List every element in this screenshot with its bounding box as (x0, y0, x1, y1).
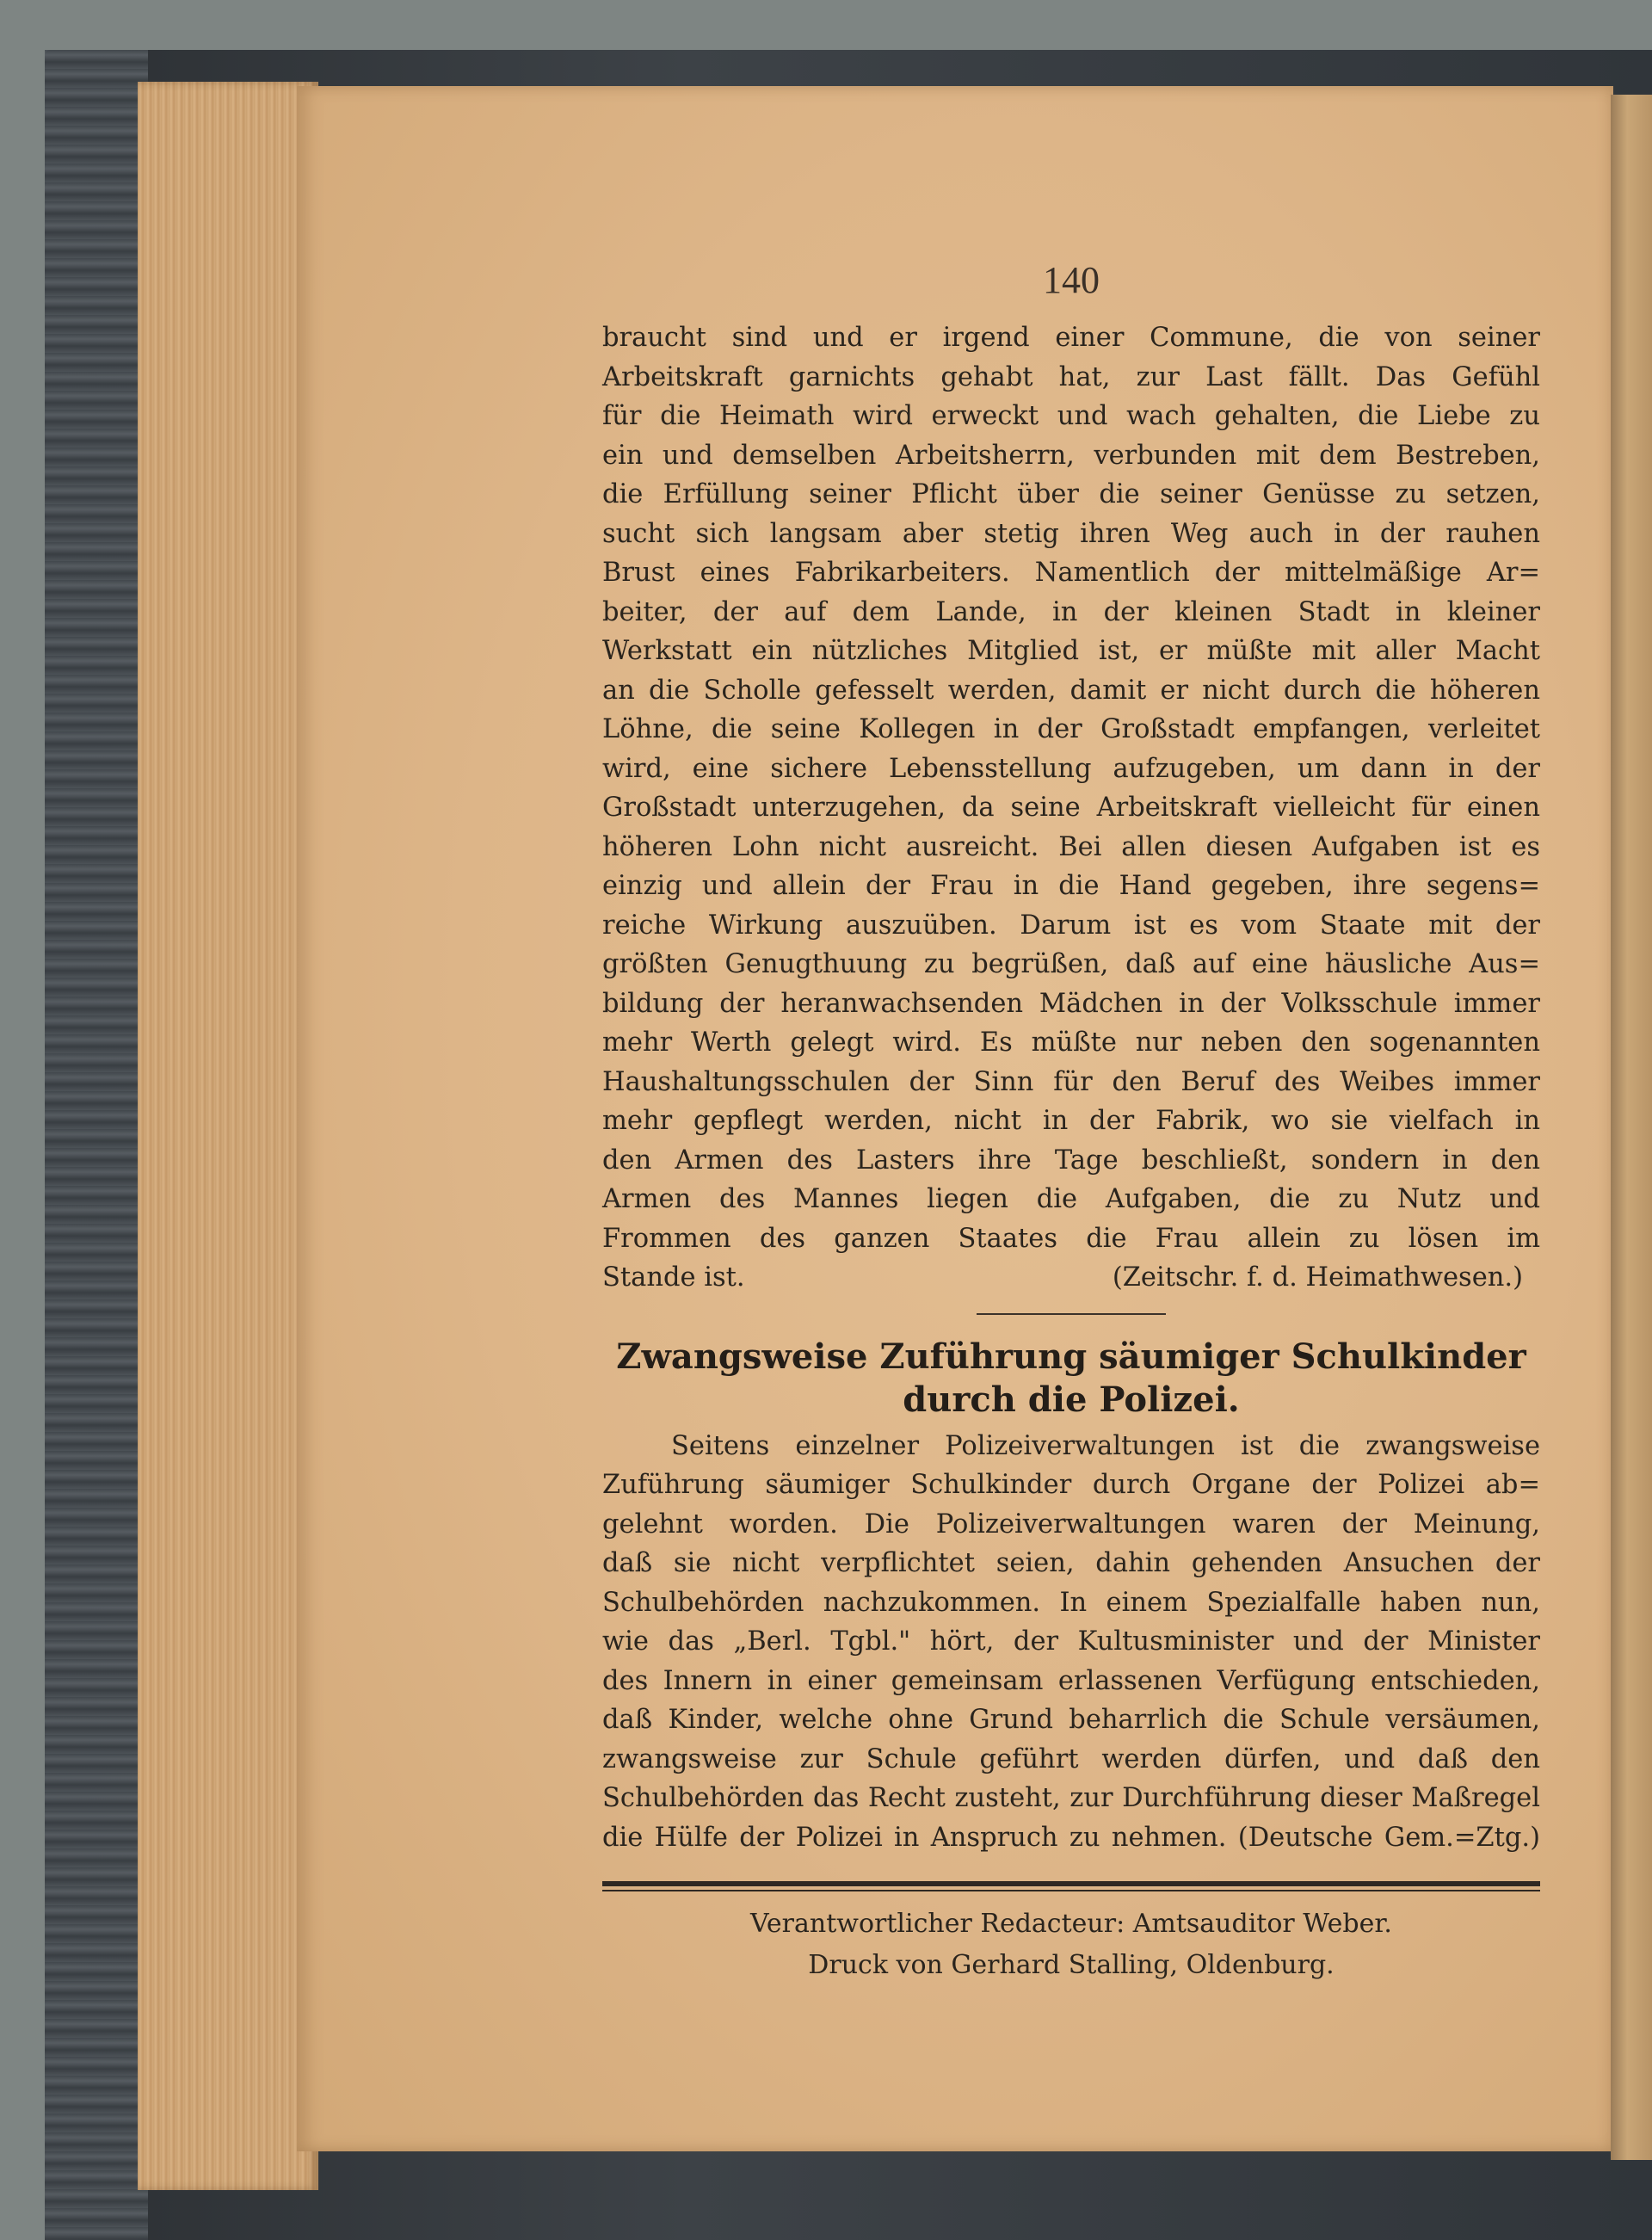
text-line: Brust eines Fabrikarbeiters. Namentlich der mittelmäßige Ar= (602, 558, 1540, 588)
text-line: die Hülfe der Polizei in Anspruch zu nehmen. (Deutsche Gem.=Ztg.) (602, 1822, 1540, 1853)
source-citation: (Zeitschr. f. d. Heimathwesen.) (1112, 1262, 1523, 1293)
text-line: den Armen des Lasters ihre Tage beschließt, sondern in den (602, 1145, 1540, 1176)
article-body (602, 1427, 1540, 1858)
text-line: höheren Lohn nicht ausreicht. Bei allen diesen Aufgaben ist es (602, 831, 1540, 862)
text-line: Löhne, die seine Kollegen in der Großstadt empfangen, verleitet (602, 714, 1540, 744)
text-line: daß Kinder, welche ohne Grund beharrlich die Schule versäumen, (602, 1705, 1540, 1735)
text-line: Haushaltungsschulen der Sinn für den Beruf des Weibes immer (602, 1066, 1540, 1097)
text-line: an die Scholle gefesselt werden, damit er nicht durch die höheren (602, 675, 1540, 706)
page-content (602, 258, 1540, 1986)
heading-line: Zwangsweise Zuführung säumiger Schulkinder (616, 1336, 1526, 1377)
next-page-edge (1611, 95, 1652, 2160)
text-line: Großstadt unterzugehen, da seine Arbeitskraft vielleicht für einen (602, 793, 1540, 823)
page-edges (138, 82, 318, 2190)
paragraph-end: Stande ist. (602, 1262, 745, 1293)
text-line: einzig und allein der Frau in die Hand gegeben, ihre segens= (602, 871, 1540, 901)
text-line: mehr gepflegt werden, nicht in der Fabrik, wo sie vielfach in (602, 1106, 1540, 1136)
text-line: Schulbehörden das Recht zusteht, zur Durchführung dieser Maßregel (602, 1783, 1540, 1813)
section-divider (977, 1313, 1166, 1315)
text-line: Schulbehörden nachzukommen. In einem Spezialfalle haben nun, (602, 1587, 1540, 1618)
text-line: größten Genugthuung zu begrüßen, daß auf eine häusliche Aus= (602, 949, 1540, 979)
text-line: Frommen des ganzen Staates die Frau allein zu lösen im (602, 1223, 1540, 1254)
book-spine (45, 50, 148, 2240)
article-heading (602, 1336, 1540, 1422)
text-line: Seitens einzelner Polizeiverwaltungen ist die zwangsweise (671, 1430, 1540, 1461)
editor-line: Verantwortlicher Redacteur: Amtsauditor Weber. (750, 1909, 1392, 1939)
text-line: reiche Wirkung auszuüben. Darum ist es vom Staate mit der (602, 910, 1540, 941)
text-line: Arbeitskraft garnichts gehabt hat, zur Last fällt. Das Gefühl (602, 361, 1540, 392)
text-line: bildung der heranwachsenden Mädchen in der Volksschule immer (602, 988, 1540, 1019)
text-line: sucht sich langsam aber stetig ihren Weg auch in der rauhen (602, 518, 1540, 549)
text-line: beiter, der auf dem Lande, in der kleinen Stadt in kleiner (602, 596, 1540, 627)
page-number: 140 (1043, 259, 1100, 301)
text-line: für die Heimath wird erweckt und wach gehalten, die Liebe zu (602, 401, 1540, 431)
text-line: die Erfüllung seiner Pflicht über die seiner Genüsse zu setzen, (602, 479, 1540, 509)
text-line: mehr Werth gelegt wird. Es müßte nur neben den sogenannten (602, 1027, 1540, 1058)
heading-line: durch die Polizei. (903, 1379, 1240, 1420)
text-line: Werkstatt ein nützliches Mitglied ist, er müßte mit aller Macht (602, 636, 1540, 666)
text-line: zwangsweise zur Schule geführt werden dürfen, und daß den (602, 1743, 1540, 1774)
text-line: des Innern in einer gemeinsam erlassenen Verfügung entschieden, (602, 1665, 1540, 1696)
text-line: wie das „Berl. Tgbl." hört, der Kultusminister und der Minister (602, 1626, 1540, 1657)
imprint (602, 1904, 1540, 1986)
text-line: braucht sind und er irgend einer Commune, die von seiner (602, 323, 1540, 353)
source-line (602, 1258, 1540, 1298)
text-line: daß sie nicht verpflichtet seien, dahin gehenden Ansuchen der (602, 1548, 1540, 1578)
text-line: Armen des Mannes liegen die Aufgaben, die zu Nutz und (602, 1184, 1540, 1214)
printer-line: Druck von Gerhard Stalling, Oldenburg. (808, 1950, 1335, 1980)
text-line: wird, eine sichere Lebensstellung aufzugeben, um dann in der (602, 753, 1540, 784)
text-line: Zuführung säumiger Schulkinder durch Organe der Polizei ab= (602, 1470, 1540, 1500)
text-line: gelehnt worden. Die Polizeiverwaltungen waren der Meinung, (602, 1509, 1540, 1540)
article-continuation (602, 318, 1540, 1298)
text-line: ein und demselben Arbeitsherrn, verbunden mit dem Bestreben, (602, 440, 1540, 471)
footer-rule (602, 1881, 1540, 1891)
